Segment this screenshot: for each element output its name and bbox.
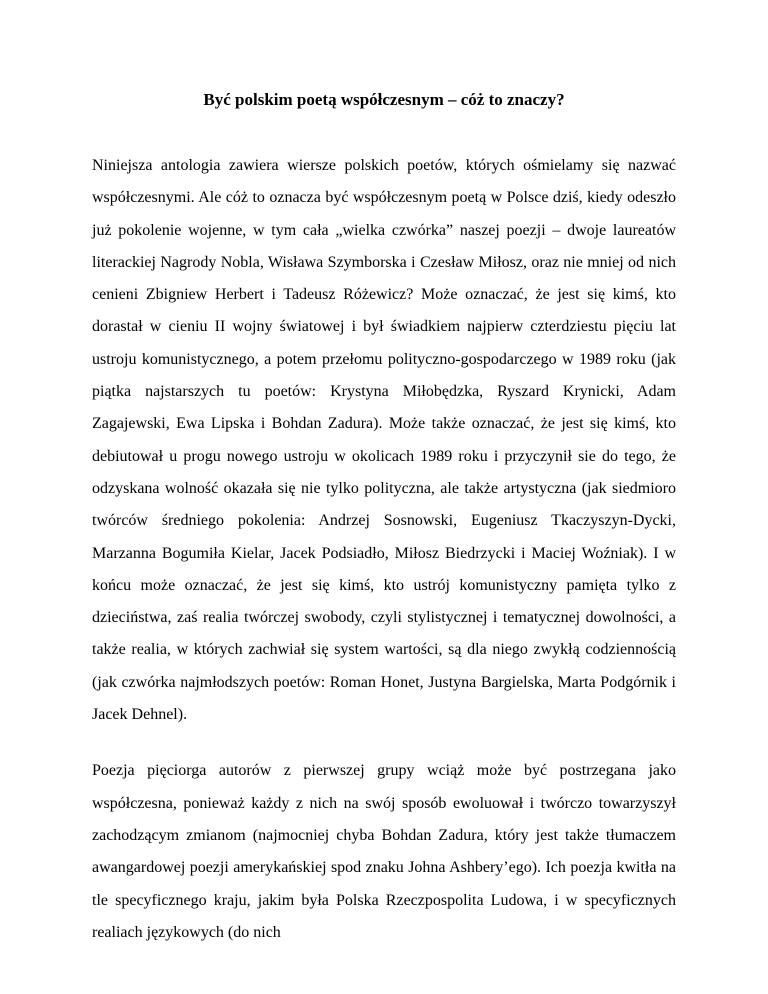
document-title: Być polskim poetą współczesnym – cóż to znaczy? (203, 90, 565, 109)
document-body (92, 150, 676, 949)
paragraph-2: Poezja pięciorga autorów z pierwszej grupy wciąż może być postrzegana jako współczesna, ponieważ każdy z nich na swój sposób ewoluował i twórczo towarzyszył zachodzącym zmianom (najmocniej chyba Bohdan Zadura, który jest także tłumaczem awangardowej poezji amerykańskiej spod znaku Johna Ashbery’ego). Ich poezja kwitła na tle specyficznego kraju, jakim była Polska Rzeczpospolita Ludowa, i w specyficznych realiach językowych (do nich (92, 762, 676, 941)
paragraph-1: Niniejsza antologia zawiera wiersze polskich poetów, których ośmielamy się nazwać współczesnymi. Ale cóż to oznacza być współczesnym poetą w Polsce dziś, kiedy odeszło już pokolenie wojenne, w tym cała „wielka czwórka” naszej poezji – dwoje laureatów literackiej Nagrody Nobla, Wisława Szymborska i Czesław Miłosz, oraz nie mniej od nich cenieni Zbigniew Herbert i Tadeusz Różewicz? Może oznaczać, że jest się kimś, kto dorastał w cieniu II wojny światowej i był świadkiem najpierw czterdziestu pięciu lat ustroju komunistycznego, a potem przełomu polityczno-gospodarczego w 1989 roku (jak piątka najstarszych tu poetów: Krystyna Miłobędzka, Ryszard Krynicki, Adam Zagajewski, Ewa Lipska i Bohdan Zadura). Może także oznaczać, że jest się kimś, kto debiutował u progu nowego ustroju w okolicach 1989 roku i przyczynił sie do tego, że odzyskana wolność okazała się nie tylko polityczna, ale także artystyczna (jak siedmioro twórców średniego pokolenia: Andrzej Sosnowski, Eugeniusz Tkaczyszyn-Dycki, Marzanna Bogumiła Kielar, Jacek Podsiadło, Miłosz Biedrzycki i Maciej Woźniak). I w końcu może oznaczać, że jest się kimś, kto ustrój komunistyczny pamięta tylko z dzieciństwa, zaś realia twórczej swobody, czyli stylistycznej i tematycznej dowolności, a także realia, w których zachwiał się system wartości, są dla niego zwykłą codziennością (jak czwórka najmłodszych poetów: Roman Honet, Justyna Bargielska, Marta Podgórnik i Jacek Dehnel). (92, 157, 676, 724)
